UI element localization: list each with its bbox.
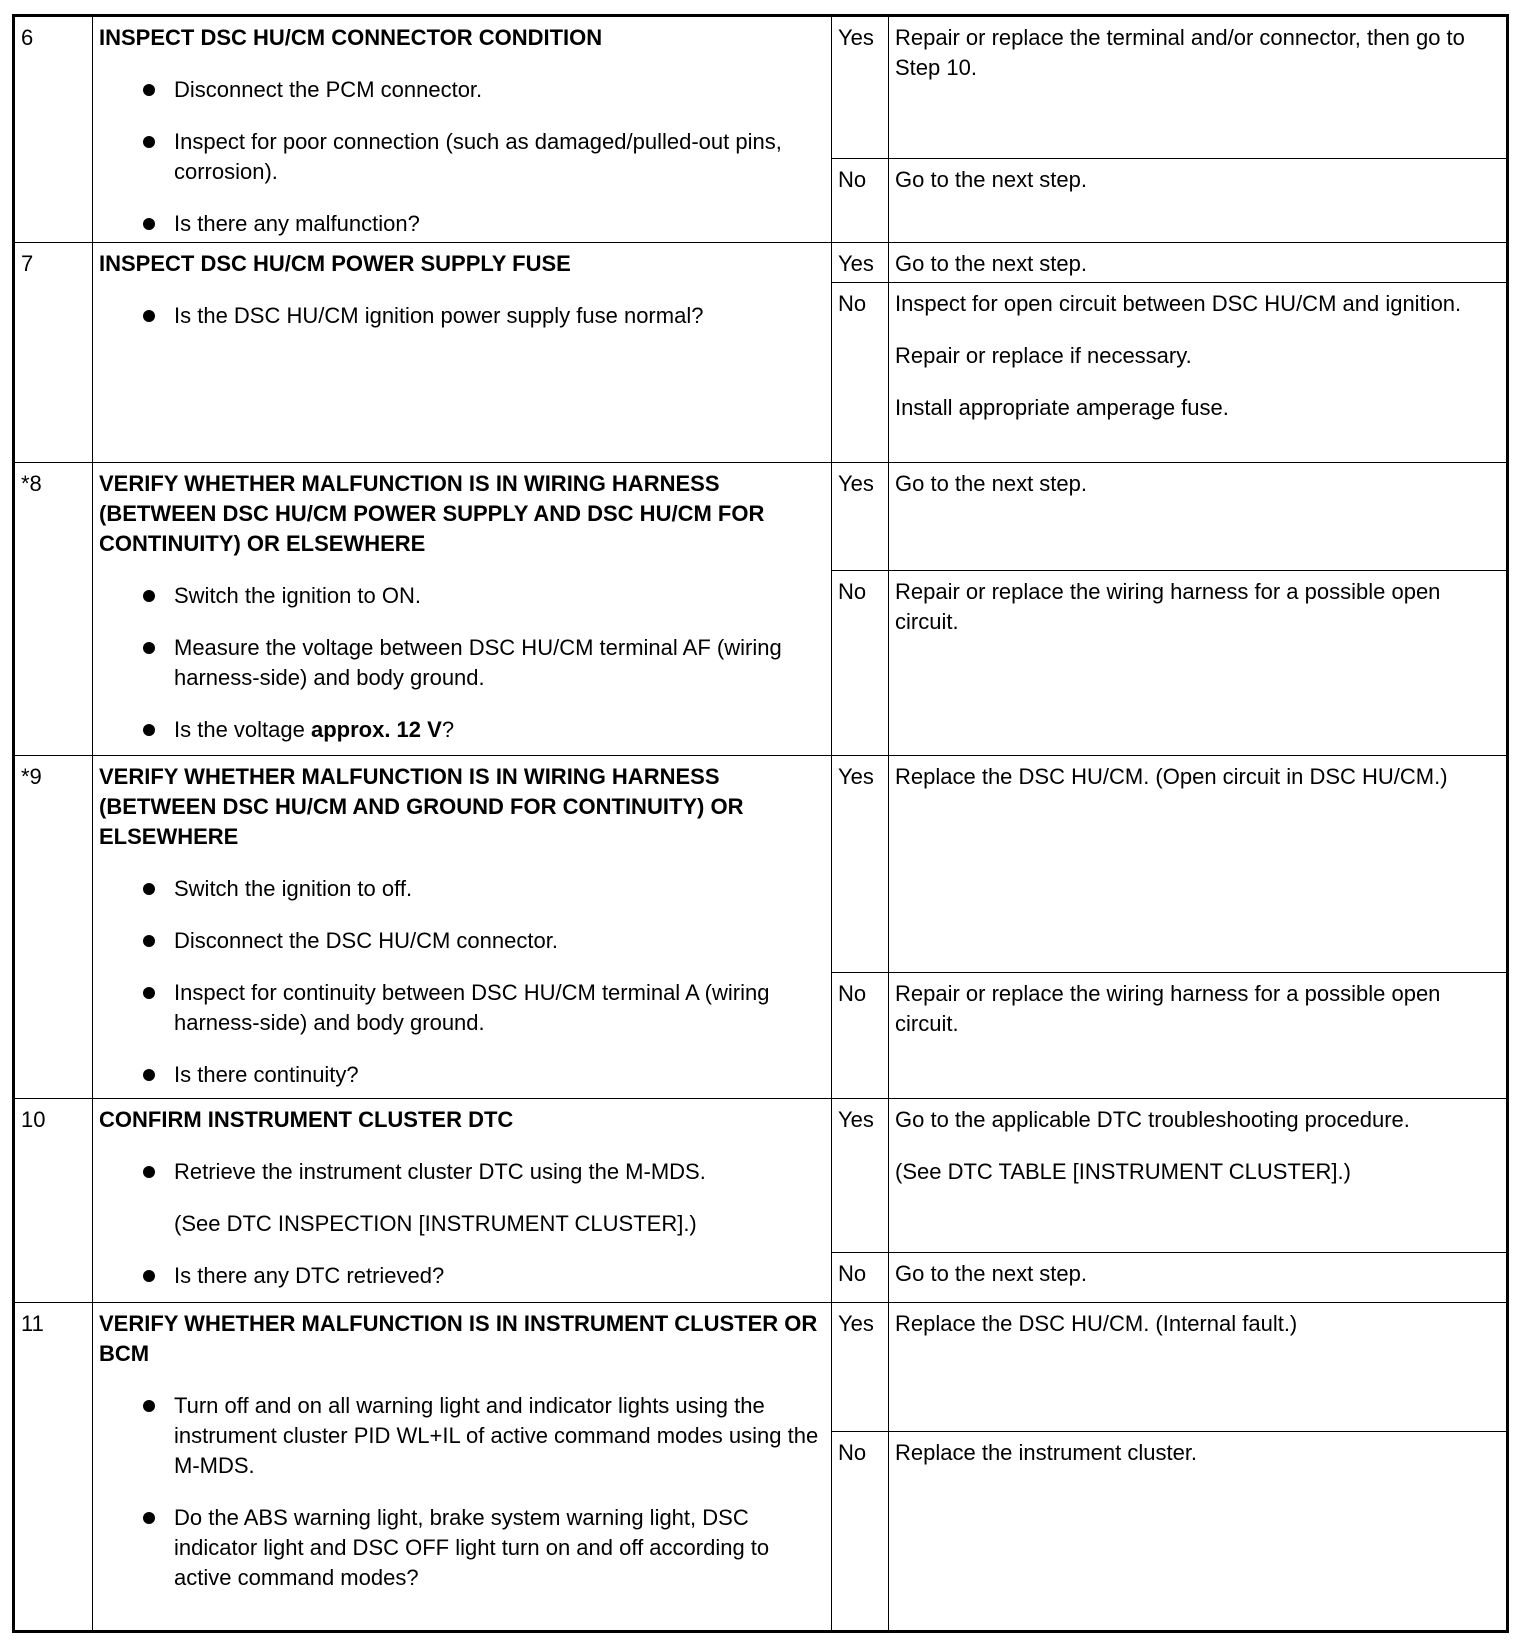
- bullet-icon: [143, 1270, 155, 1282]
- yes-action: Replace the DSC HU/CM. (Internal fault.): [889, 1303, 1508, 1432]
- list-item: Measure the voltage between DSC HU/CM terminal AF (wiring harness-side) and body ground.: [99, 633, 825, 693]
- yes-action: Replace the DSC HU/CM. (Open circuit in DSC HU/CM.): [889, 756, 1508, 973]
- yes-label: Yes: [832, 1303, 889, 1432]
- table-row: [14, 1303, 1508, 1432]
- bullet-list: [99, 75, 825, 239]
- bullet-list: [99, 874, 825, 1090]
- list-item: Switch the ignition to ON.: [99, 581, 825, 611]
- list-item: Inspect for continuity between DSC HU/CM terminal A (wiring harness-side) and body ground.: [99, 978, 825, 1038]
- no-label: No: [832, 283, 889, 463]
- bullet-icon: [143, 935, 155, 947]
- bullet-list: [99, 1391, 825, 1593]
- step-number: 7: [14, 243, 93, 463]
- step-content: [93, 1303, 832, 1632]
- no-action: Replace the instrument cluster.: [889, 1432, 1508, 1632]
- no-label: No: [832, 159, 889, 243]
- bullet-icon: [143, 84, 155, 96]
- step-content: [93, 16, 832, 243]
- step-title: INSPECT DSC HU/CM CONNECTOR CONDITION: [99, 25, 603, 50]
- yes-action: Repair or replace the terminal and/or connector, then go to Step 10.: [889, 16, 1508, 159]
- bullet-list: [99, 1261, 825, 1291]
- list-item: Inspect for poor connection (such as damaged/pulled-out pins, corrosion).: [99, 127, 825, 187]
- bullet-icon: [143, 1166, 155, 1178]
- step-content: [93, 1099, 832, 1303]
- step-number: 10: [14, 1099, 93, 1303]
- bullet-icon: [143, 310, 155, 322]
- yes-label: Yes: [832, 463, 889, 571]
- bullet-icon: [143, 590, 155, 602]
- step-content: [93, 756, 832, 1099]
- step-title: VERIFY WHETHER MALFUNCTION IS IN INSTRUMENT CLUSTER OR BCM: [99, 1311, 818, 1366]
- troubleshooting-document: [12, 14, 1506, 1630]
- step-number: 6: [14, 16, 93, 243]
- no-label: No: [832, 973, 889, 1099]
- no-action: Go to the next step.: [889, 1253, 1508, 1303]
- step-title: VERIFY WHETHER MALFUNCTION IS IN WIRING HARNESS (BETWEEN DSC HU/CM POWER SUPPLY AND DSC HU/CM FOR CONTINUITY) OR ELSEWHERE: [99, 471, 765, 556]
- table-row: [14, 1099, 1508, 1253]
- yes-label: Yes: [832, 16, 889, 159]
- yes-action: Go to the applicable DTC troubleshooting procedure. (See DTC TABLE [INSTRUMENT CLUSTER].): [889, 1099, 1508, 1253]
- bullet-icon: [143, 136, 155, 148]
- reference-note: (See DTC INSPECTION [INSTRUMENT CLUSTER].): [174, 1211, 697, 1236]
- bullet-icon: [143, 1400, 155, 1412]
- bullet-icon: [143, 1069, 155, 1081]
- list-item: Turn off and on all warning light and indicator lights using the instrument cluster PID WL+IL of active command modes using the M-MDS.: [99, 1391, 825, 1481]
- step-title: INSPECT DSC HU/CM POWER SUPPLY FUSE: [99, 251, 571, 276]
- step-number: 11: [14, 1303, 93, 1632]
- bullet-list: [99, 1157, 825, 1187]
- no-label: No: [832, 571, 889, 756]
- list-item: Disconnect the PCM connector.: [99, 75, 825, 105]
- list-item: Retrieve the instrument cluster DTC using the M-MDS.: [99, 1157, 825, 1187]
- no-action: Go to the next step.: [889, 159, 1508, 243]
- no-action: Inspect for open circuit between DSC HU/CM and ignition. Repair or replace if necessary. Install appropriate amperage fuse.: [889, 283, 1508, 463]
- bullet-icon: [143, 642, 155, 654]
- yes-label: Yes: [832, 1099, 889, 1253]
- bullet-list: [99, 301, 825, 331]
- no-label: No: [832, 1432, 889, 1632]
- bullet-icon: [143, 883, 155, 895]
- list-item: Is the voltage approx. 12 V?: [99, 715, 825, 745]
- bullet-icon: [143, 724, 155, 736]
- step-title: CONFIRM INSTRUMENT CLUSTER DTC: [99, 1107, 514, 1132]
- bullet-icon: [143, 987, 155, 999]
- no-action: Repair or replace the wiring harness for a possible open circuit.: [889, 973, 1508, 1099]
- step-content: [93, 463, 832, 756]
- list-item: Switch the ignition to off.: [99, 874, 825, 904]
- yes-action: Go to the next step.: [889, 243, 1508, 283]
- no-action: Repair or replace the wiring harness for a possible open circuit.: [889, 571, 1508, 756]
- table-row: [14, 463, 1508, 571]
- step-number: *8: [14, 463, 93, 756]
- step-title: VERIFY WHETHER MALFUNCTION IS IN WIRING HARNESS (BETWEEN DSC HU/CM AND GROUND FOR CONTINUITY) OR ELSEWHERE: [99, 764, 744, 849]
- yes-action: Go to the next step.: [889, 463, 1508, 571]
- list-item: Is there any malfunction?: [99, 209, 825, 239]
- no-label: No: [832, 1253, 889, 1303]
- troubleshooting-table: [12, 14, 1509, 1633]
- table-row: [14, 756, 1508, 973]
- yes-label: Yes: [832, 243, 889, 283]
- step-content: [93, 243, 832, 463]
- list-item: Is there continuity?: [99, 1060, 825, 1090]
- bullet-icon: [143, 218, 155, 230]
- step-number: *9: [14, 756, 93, 1099]
- list-item: Disconnect the DSC HU/CM connector.: [99, 926, 825, 956]
- table-row: [14, 243, 1508, 283]
- list-item: Is the DSC HU/CM ignition power supply fuse normal?: [99, 301, 825, 331]
- list-item: Is there any DTC retrieved?: [99, 1261, 825, 1291]
- table-row: [14, 16, 1508, 159]
- yes-label: Yes: [832, 756, 889, 973]
- bullet-icon: [143, 1512, 155, 1524]
- bullet-list: [99, 581, 825, 745]
- list-item: Do the ABS warning light, brake system warning light, DSC indicator light and DSC OFF light turn on and off according to active command modes?: [99, 1503, 825, 1593]
